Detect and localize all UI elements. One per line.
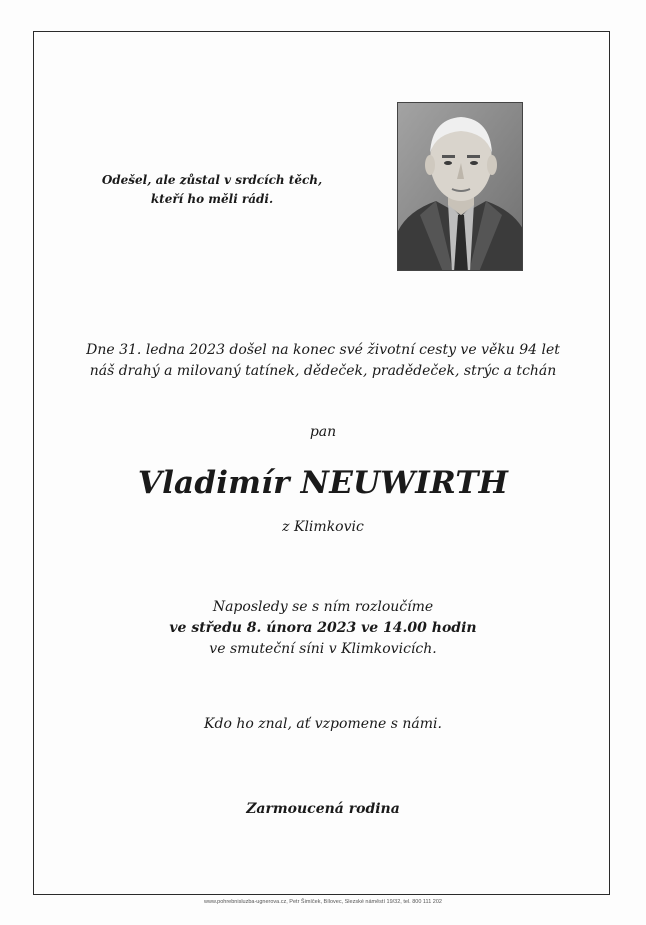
motto-line-1: Odešel, ale zůstal v srdcích těch, [101,173,323,187]
honorific: pan [309,424,337,440]
funeral-details [40,597,606,660]
portrait-photo [397,102,523,271]
remembrance-line: Kdo ho znal, ať vzpomene s námi. [204,716,442,732]
announcement-line-2: náš drahý a milovaný tatínek, dědeček, pradědeček, strýc a tchán [89,363,557,379]
motto-line-2: kteří ho měli rádi. [150,192,274,206]
death-announcement [40,340,606,382]
motto-quote [92,171,332,209]
portrait-image [398,103,523,271]
deceased-name: Vladimír NEUWIRTH [137,465,509,501]
funeral-service-footer: www.pohrebnisluzba-ugnerova.cz, Petr Šimíček, Bílovec, Slezské náměstí 19/32, tel. 800 111 202 [204,899,442,905]
announcement-line-1: Dne 31. ledna 2023 došel na konec své životní cesty ve věku 94 let [86,342,560,358]
ceremony-line-1: Naposledy se s ním rozloučíme [212,599,434,615]
ceremony-location: ve smuteční síni v Klimkovicích. [209,641,437,657]
page-border [33,31,610,895]
ceremony-date-time: ve středu 8. února 2023 ve 14.00 hodin [169,620,477,636]
origin-town: z Klimkovic [282,519,364,535]
family-signature: Zarmoucená rodina [246,801,400,817]
